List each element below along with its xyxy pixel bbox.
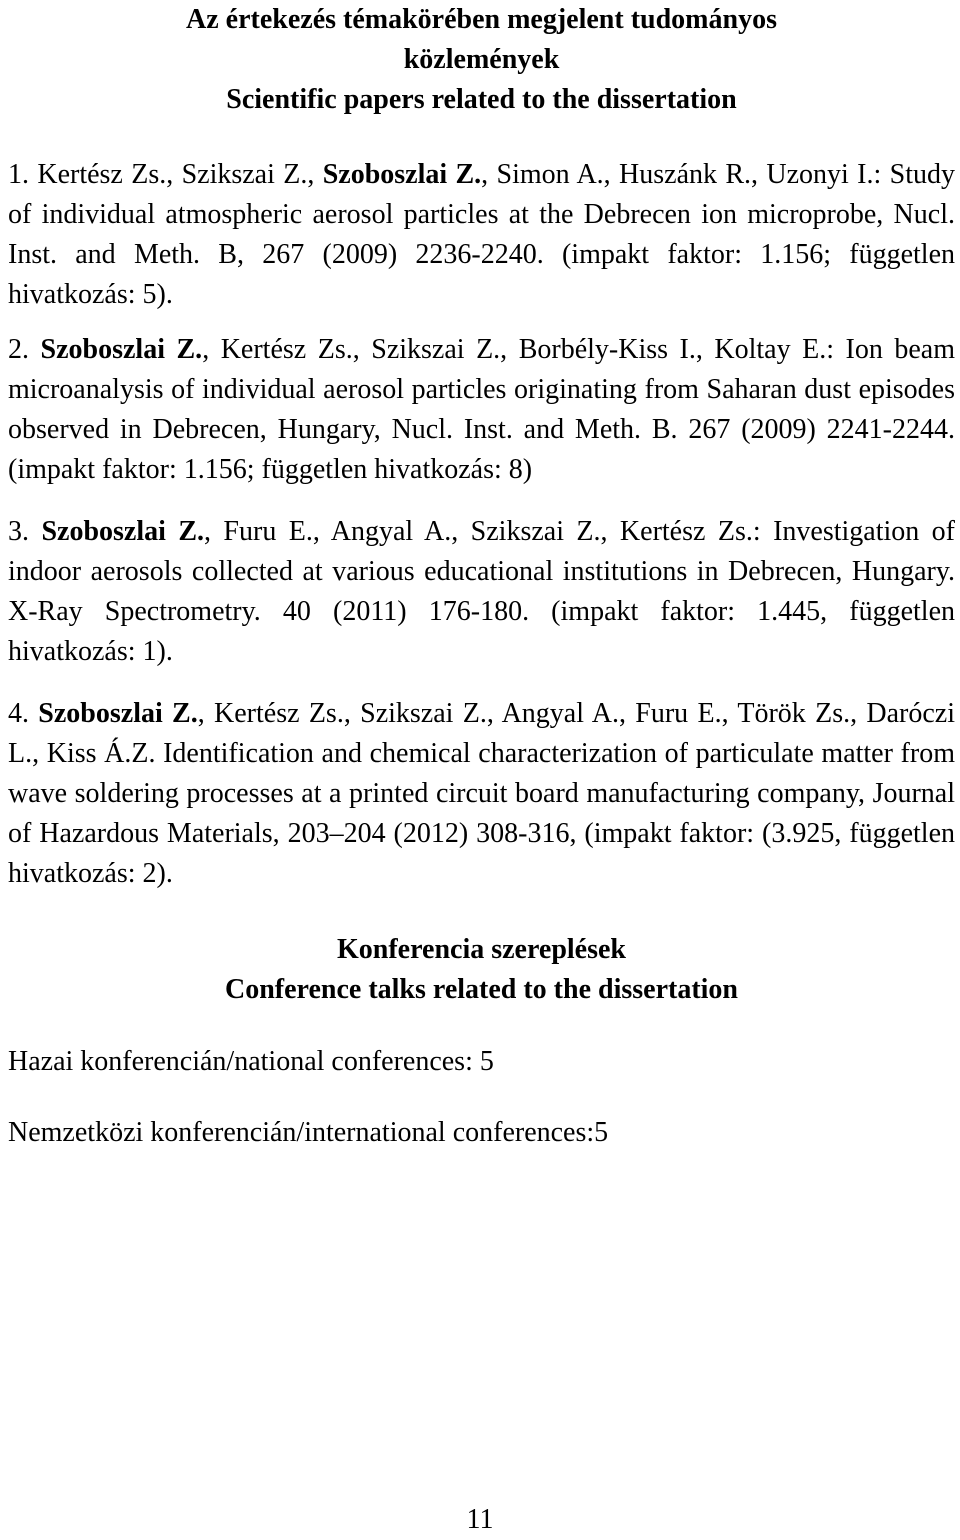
publication-authors-pre: Kertész Zs., Szikszai Z., [29,159,323,190]
publications-heading [8,0,955,120]
conference-title-en: Conference talks related to the dissertation [225,974,738,1005]
conference-heading [8,930,955,1010]
publication-entry-4 [8,694,955,894]
publication-details: , Simon A., Huszánk R., Uzonyi I.: Study of individual atmospheric aerosol particles at the Debrecen ion microprobe, Nucl. Inst. and Meth. B, 267 (2009) 2236-2240. (impakt faktor: 1.156; független hivatkozás: 5). [8,159,955,310]
document-page [8,0,955,1153]
publication-details: , Kertész Zs., Szikszai Z., Borbély-Kiss I., Koltay E.: Ion beam microanalysis of individual aerosol particles originating from Saharan dust episodes observed in Debrecen, Hungary, Nucl. Inst. and Meth. B. 267 (2009) 2241-2244. (impakt faktor: 1.156; független hivatkozás: 8) [8,334,955,485]
publication-details: , Furu E., Angyal A., Szikszai Z., Kertész Zs.: Investigation of indoor aerosols collected at various educational institutions in Debrecen, Hungary. X-Ray Spectrometry. 40 (2011) 176-180. (impakt faktor: 1.445, független hivatkozás: 1). [8,516,956,667]
publication-details: , Kertész Zs., Szikszai Z., Angyal A., Furu E., Török Zs., Daróczi L., Kiss Á.Z. Identification and chemical characterization of particulate matter from wave soldering processes at a printed circuit board manufacturing company, Journal of Hazardous Materials, 203–204 (2012) 308-316, (impakt faktor: (3.925, független hivatkozás: 2). [8,698,955,889]
international-conferences-count: Nemzetközi konferencián/international conferences:5 [8,1117,609,1148]
national-conferences-count: Hazai konferencián/national conferences: 5 [8,1046,494,1077]
page-number: 11 [466,1504,494,1535]
publication-highlighted-author: Szoboszlai Z. [322,159,482,190]
publications-title-en: Scientific papers related to the dissertation [226,84,737,115]
publication-authors-pre [29,334,41,365]
publication-highlighted-author: Szoboszlai Z. [38,698,198,729]
publication-number: 1. [8,159,29,190]
publication-entry-2 [8,330,955,490]
publication-highlighted-author: Szoboszlai Z. [41,516,204,547]
publication-number: 3. [8,516,29,547]
conference-title-hu: Konferencia szereplések [336,934,626,965]
publication-number: 4. [8,698,29,729]
publication-authors-pre [29,516,41,547]
publication-entry-3 [8,512,955,672]
publication-authors-pre [29,698,38,729]
publication-entry-1 [8,155,955,315]
publication-highlighted-author: Szoboszlai Z. [40,334,203,365]
publications-title-hu-line1: Az értekezés témakörében megjelent tudományos [186,4,777,35]
publications-title-hu-line2: közlemények [403,44,560,75]
publication-number: 2. [8,334,29,365]
